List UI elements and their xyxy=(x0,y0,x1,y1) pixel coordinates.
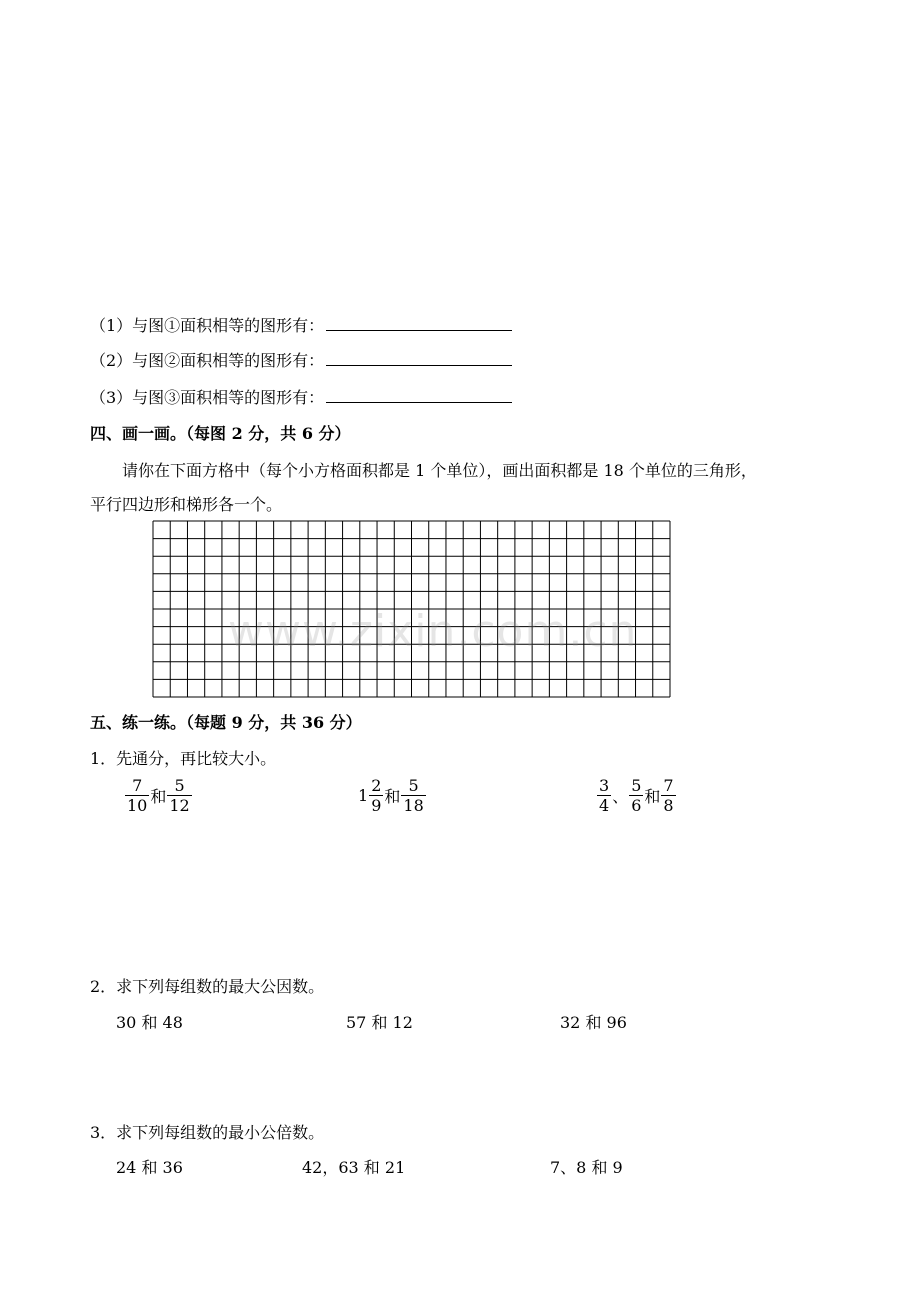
q2-item-2: 57 和 12 xyxy=(346,1013,413,1032)
answer-blank-3[interactable] xyxy=(326,386,512,403)
numerator: 5 xyxy=(408,776,419,795)
numerator: 7 xyxy=(132,776,143,795)
denominator: 18 xyxy=(403,796,424,815)
area-question-1 xyxy=(90,314,512,337)
denominator: 4 xyxy=(599,796,610,815)
area-question-1-label: （1）与图①面积相等的图形有： xyxy=(90,316,325,335)
answer-blank-2[interactable] xyxy=(326,349,512,366)
fraction xyxy=(629,776,643,815)
q2-item-1: 30 和 48 xyxy=(116,1013,183,1032)
q2-prompt: 2．求下列每组数的最大公因数。 xyxy=(90,977,325,996)
joiner-text: 和 xyxy=(384,787,401,806)
area-question-2 xyxy=(90,349,512,372)
watermark: www.zixin.com.cn xyxy=(228,606,638,657)
fraction xyxy=(401,776,425,815)
section4-instruction-line2: 平行四边形和梯形各一个。 xyxy=(90,495,283,514)
numerator: 3 xyxy=(599,776,610,795)
separator-text: 、 xyxy=(612,787,629,806)
numerator: 2 xyxy=(371,776,382,795)
numerator: 5 xyxy=(174,776,185,795)
q3-prompt: 3．求下列每组数的最小公倍数。 xyxy=(90,1123,325,1142)
q1-expression-1 xyxy=(124,776,193,815)
area-question-3 xyxy=(90,386,512,409)
fraction xyxy=(369,776,383,815)
denominator: 12 xyxy=(169,796,190,815)
q3-item-3: 7、8 和 9 xyxy=(550,1158,623,1177)
q1-prompt: 1．先通分，再比较大小。 xyxy=(90,749,277,768)
q1-expression-2 xyxy=(358,776,427,815)
denominator: 9 xyxy=(371,796,382,815)
q2-item-3: 32 和 96 xyxy=(560,1013,627,1032)
whole-number: 1 xyxy=(358,786,369,805)
section5-heading: 五、练一练。（每题 9 分，共 36 分） xyxy=(90,713,362,732)
fraction xyxy=(661,776,675,815)
q3-item-1: 24 和 36 xyxy=(116,1158,183,1177)
denominator: 10 xyxy=(127,796,148,815)
area-question-3-label: （3）与图③面积相等的图形有： xyxy=(90,388,325,407)
section4-heading: 四、画一画。（每图 2 分，共 6 分） xyxy=(90,424,351,443)
q1-expression-3 xyxy=(596,776,677,815)
denominator: 6 xyxy=(631,796,642,815)
fraction xyxy=(125,776,149,815)
fraction xyxy=(597,776,611,815)
numerator: 7 xyxy=(663,776,674,795)
joiner-text: 和 xyxy=(644,787,661,806)
numerator: 5 xyxy=(631,776,642,795)
section4-instruction-line1: 请你在下面方格中（每个小方格面积都是 1 个单位），画出面积都是 18 个单位的三角形， xyxy=(122,461,757,480)
joiner-text: 和 xyxy=(150,787,167,806)
fraction xyxy=(167,776,191,815)
q3-item-2: 42，63 和 21 xyxy=(302,1158,406,1177)
area-question-2-label: （2）与图②面积相等的图形有： xyxy=(90,351,325,370)
answer-blank-1[interactable] xyxy=(326,314,512,331)
denominator: 8 xyxy=(663,796,674,815)
